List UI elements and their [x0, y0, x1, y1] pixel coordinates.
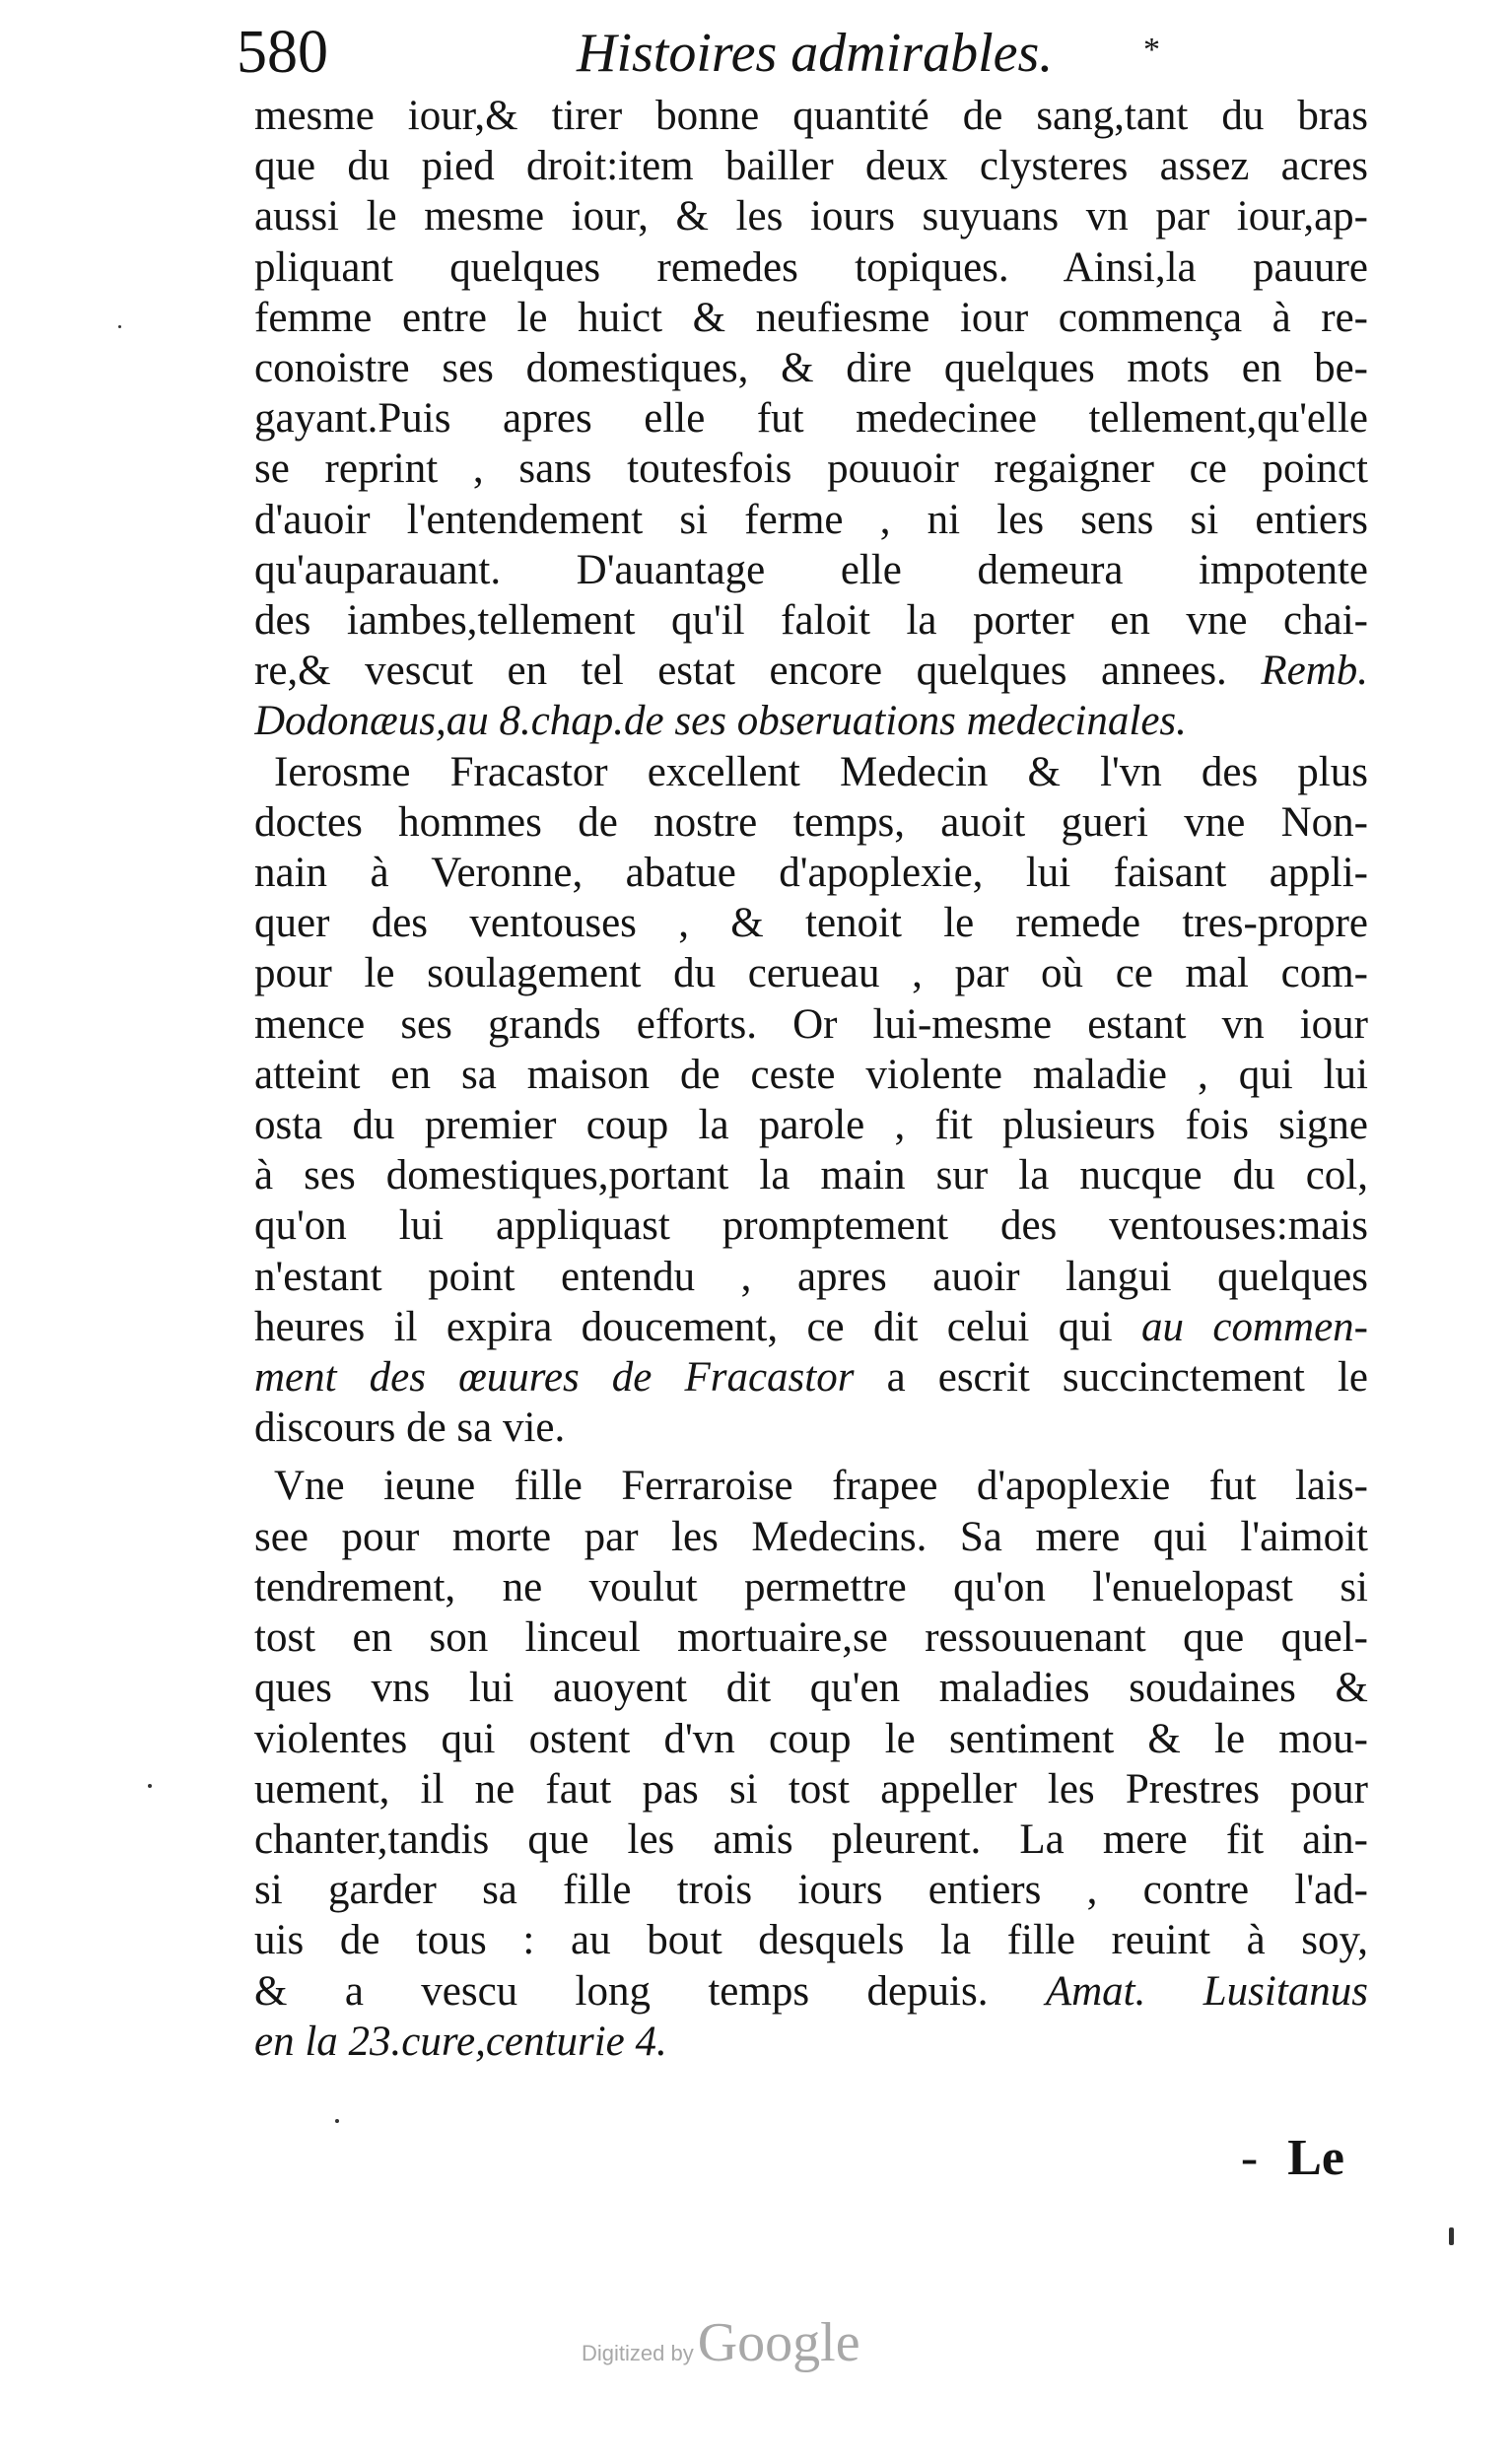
reference-line: Dodonæus,au 8.chap.de ses obseruations medecinales.	[254, 698, 1187, 745]
body-text	[254, 91, 1368, 2067]
text-fragment: & a vescu long temps depuis.	[254, 1967, 989, 2015]
text-line: osta du premier coup la parole , fit plusieurs fois signe	[254, 1102, 1368, 1149]
text-line: tost en son linceul mortuaire,se ressouuenant que quel-	[254, 1614, 1368, 1662]
text-line: nain à Veronne, abatue d'apoplexie, lui faisant appli-	[254, 850, 1368, 897]
text-line: chanter,tandis que les amis pleurent. La mere fit ain-	[254, 1815, 1368, 1863]
scan-speck	[148, 1784, 152, 1788]
text-line: femme entre le huict & neufiesme iour commença à re-	[254, 294, 1368, 341]
text-line: qu'on lui appliquast promptement des ventouses:mais	[254, 1202, 1368, 1250]
text-line: doctes hommes de nostre temps, auoit gueri vne Non-	[254, 798, 1368, 846]
marginal-reference: Remb.	[1261, 648, 1368, 695]
google-logo: Google	[697, 2312, 860, 2373]
page-header	[237, 18, 1222, 97]
header-mark: *	[1143, 32, 1160, 68]
text-fragment: re,& vescut en tel estat encore quelques annees.	[254, 648, 1227, 695]
text-line-with-reference	[254, 1352, 1368, 1403]
text-line: violentes qui ostent d'vn coup le sentiment & le mou-	[254, 1715, 1368, 1762]
text-line: gayant.Puis apres elle fut medecinee tellement,qu'elle	[254, 395, 1368, 443]
text-line: à ses domestiques,portant la main sur la nucque du col,	[254, 1152, 1368, 1199]
text-line: Vne ieune fille Ferraroise frapee d'apoplexie fut lais-	[274, 1463, 1368, 1510]
text-line: uement, il ne faut pas si tost appeller les Prestres pour	[254, 1765, 1368, 1813]
text-line: pour le soulagement du cerueau , par où ce mal com-	[254, 950, 1368, 997]
text-line: uis de tous : au bout desquels la fille reuint à soy,	[254, 1917, 1368, 1964]
text-line: atteint en sa maison de ceste violente maladie , qui lui	[254, 1051, 1368, 1098]
text-line-with-reference	[254, 1966, 1368, 2017]
text-line-with-reference	[254, 646, 1368, 696]
text-line: Ierosme Fracastor excellent Medecin & l'vn des plus	[274, 748, 1368, 795]
text-line: conoistre ses domestiques, & dire quelques mots en be-	[254, 345, 1368, 392]
text-line: see pour morte par les Medecins. Sa mere qui l'aimoit	[254, 1513, 1368, 1560]
text-line: des iambes,tellement qu'il faloit la porter en vne chai-	[254, 597, 1368, 645]
running-title: Histoires admirables.	[577, 23, 1054, 84]
inline-reference: ment des œuures de Fracastor	[254, 1354, 855, 1402]
text-line: n'estant point entendu , apres auoir langui quelques	[254, 1253, 1368, 1300]
text-fragment: heures il expira doucement, ce dit celui qui	[254, 1303, 1113, 1350]
text-line: ques vns lui auoyent dit qu'en maladies soudaines &	[254, 1665, 1368, 1712]
text-line: pliquant quelques remedes topiques. Ainsi,la pauure	[254, 243, 1368, 291]
scan-speck	[335, 2119, 339, 2123]
text-line-with-reference	[254, 1302, 1368, 1352]
reference-line: en la 23.cure,centurie 4.	[254, 2018, 667, 2065]
text-line: mence ses grands efforts. Or lui-mesme estant vn iour	[254, 1000, 1368, 1048]
catchword: - Le	[1240, 2130, 1344, 2186]
text-line: aussi le mesme iour, & les iours suyuans vn par iour,ap-	[254, 193, 1368, 240]
text-line: qu'auparauant. D'auantage elle demeura impotente	[254, 546, 1368, 593]
text-line: d'auoir l'entendement si ferme , ni les sens si entiers	[254, 496, 1368, 543]
text-line: mesme iour,& tirer bonne quantité de sang,tant du bras	[254, 93, 1368, 139]
scan-speck	[1449, 2227, 1454, 2245]
marginal-reference: Amat. Lusitanus	[1045, 1967, 1368, 2015]
text-line: quer des ventouses , & tenoit le remede tres-propre	[254, 900, 1368, 947]
text-fragment: a escrit succinctement le	[886, 1354, 1368, 1402]
catchword-text: Le	[1287, 2130, 1344, 2186]
text-line: si garder sa fille trois iours entiers , contre l'ad-	[254, 1867, 1368, 1914]
text-line: se reprint , sans toutesfois pouuoir regaigner ce poinct	[254, 445, 1368, 493]
text-line: tendrement, ne voulut permettre qu'on l'enuelopast si	[254, 1563, 1368, 1610]
page-number: 580	[237, 19, 328, 86]
digitized-by-label: Digitized by	[582, 2341, 694, 2365]
text-line: discours de sa vie.	[254, 1404, 566, 1452]
scan-speck	[118, 325, 121, 328]
digitization-watermark	[582, 2311, 860, 2374]
inline-reference: au commen-	[1141, 1303, 1368, 1350]
text-line: que du pied droit:item bailler deux clysteres assez acres	[254, 143, 1368, 190]
